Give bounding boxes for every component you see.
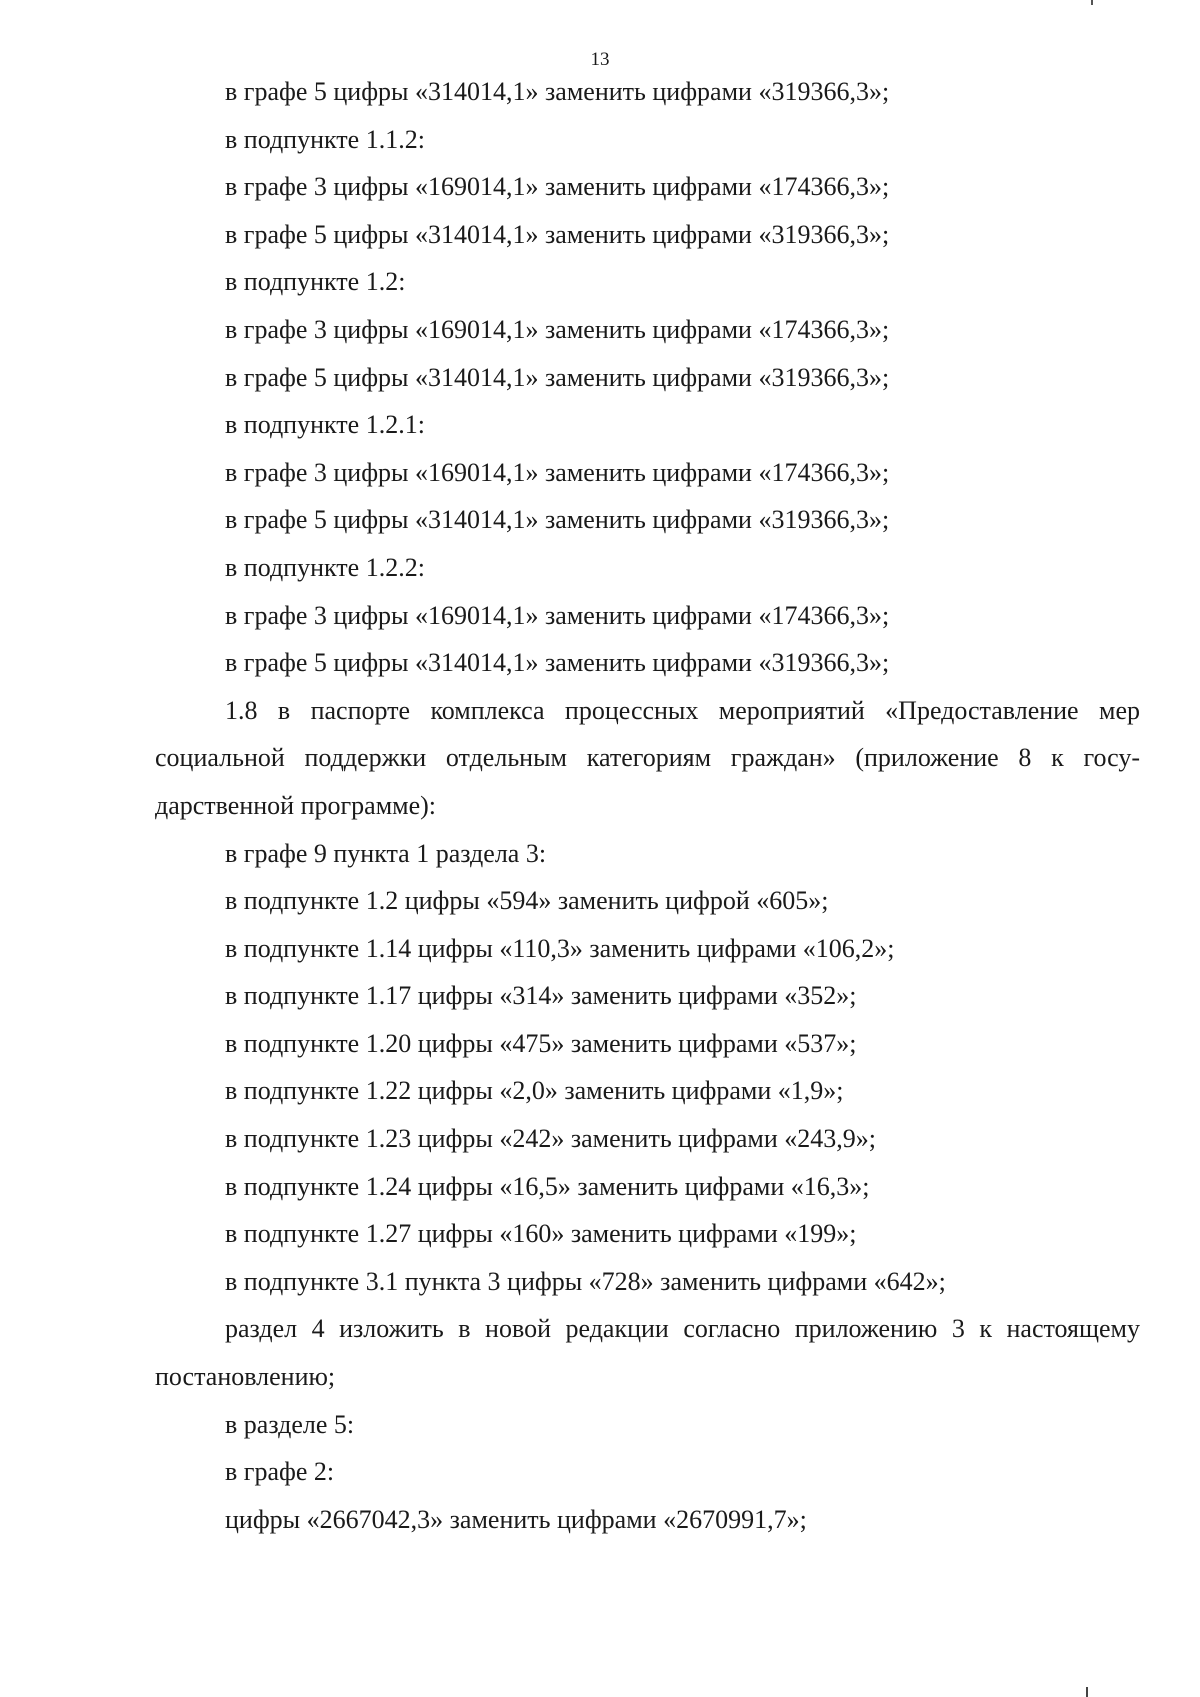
text-line: в подпункте 1.1.2: xyxy=(225,124,425,154)
text-line: в графе 5 цифры «314014,1» заменить цифрами «319366,3»; xyxy=(225,648,890,678)
text-line: в подпункте 3.1 пункта 3 цифры «728» заменить цифрами «642»; xyxy=(225,1266,946,1296)
text-line: в подпункте 1.27 цифры «160» заменить цифрами «199»; xyxy=(225,1219,857,1249)
paragraph-line: раздел 4 изложить в новой редакции согласно приложению 3 к настоящему xyxy=(225,1314,1140,1344)
paragraph-line: дарственной программе): xyxy=(155,790,437,820)
text-line: в подпункте 1.23 цифры «242» заменить цифрами «243,9»; xyxy=(225,1124,876,1154)
page-number: 13 xyxy=(590,49,610,70)
text-line: в графе 2: xyxy=(225,1457,335,1487)
text-line: цифры «2667042,3» заменить цифрами «2670991,7»; xyxy=(225,1504,807,1534)
document-body xyxy=(155,68,1140,1543)
paragraph-line: постановлению; xyxy=(155,1362,336,1392)
text-line: в подпункте 1.2.1: xyxy=(225,410,425,440)
text-line: в графе 5 цифры «314014,1» заменить цифрами «319366,3»; xyxy=(225,219,890,249)
text-line: в подпункте 1.2: xyxy=(225,267,406,297)
text-line: в подпункте 1.2 цифры «594» заменить цифрой «605»; xyxy=(225,886,829,916)
scan-corner-mark xyxy=(1091,0,1093,5)
text-line: в подпункте 1.2.2: xyxy=(225,552,425,582)
text-line: в графе 3 цифры «169014,1» заменить цифрами «174366,3»; xyxy=(225,172,890,202)
text-line: в подпункте 1.20 цифры «475» заменить цифрами «537»; xyxy=(225,1028,857,1058)
text-line: в подпункте 1.14 цифры «110,3» заменить цифрами «106,2»; xyxy=(225,933,895,963)
text-line: в подпункте 1.24 цифры «16,5» заменить цифрами «16,3»; xyxy=(225,1171,870,1201)
paragraph-line: социальной поддержки отдельным категориям граждан» (приложение 8 к госу- xyxy=(155,743,1140,773)
text-line: в графе 5 цифры «314014,1» заменить цифрами «319366,3»; xyxy=(225,77,890,106)
text-line: в графе 9 пункта 1 раздела 3: xyxy=(225,838,547,868)
text-line: в графе 3 цифры «169014,1» заменить цифрами «174366,3»; xyxy=(225,600,890,630)
scan-bottom-mark xyxy=(1086,1687,1088,1697)
text-line: в подпункте 1.22 цифры «2,0» заменить цифрами «1,9»; xyxy=(225,1076,844,1106)
paragraph-line: 1.8 в паспорте комплекса процессных мероприятий «Предоставление мер xyxy=(225,695,1140,725)
text-line: в графе 5 цифры «314014,1» заменить цифрами «319366,3»; xyxy=(225,505,890,535)
text-line: в подпункте 1.17 цифры «314» заменить цифрами «352»; xyxy=(225,981,857,1011)
text-line: в графе 3 цифры «169014,1» заменить цифрами «174366,3»; xyxy=(225,457,890,487)
text-line: в графе 3 цифры «169014,1» заменить цифрами «174366,3»; xyxy=(225,314,890,344)
text-line: в графе 5 цифры «314014,1» заменить цифрами «319366,3»; xyxy=(225,362,890,392)
text-line: в разделе 5: xyxy=(225,1409,355,1439)
